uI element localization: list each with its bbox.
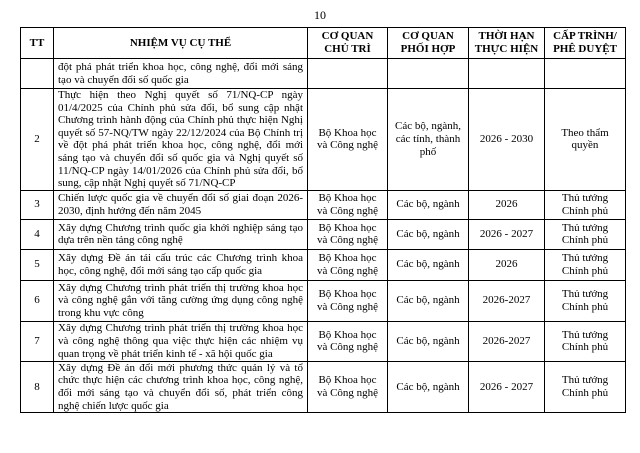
header-approval-level: CẤP TRÌNH/ PHÊ DUYỆT: [545, 28, 626, 59]
row-approval-level: Thủ tướng Chính phủ: [545, 219, 626, 249]
row-host-agency: Bộ Khoa học và Công nghệ: [308, 280, 388, 321]
row-host-agency: Bộ Khoa học và Công nghệ: [308, 219, 388, 249]
table-row: [21, 89, 626, 191]
row-approval-level: [545, 59, 626, 89]
row-deadline: 2026 - 2030: [469, 89, 545, 191]
header-deadline: THỜI HẠN THỰC HIỆN: [469, 28, 545, 59]
row-approval-level: Thủ tướng Chính phủ: [545, 321, 626, 361]
row-host-agency: Bộ Khoa học và Công nghệ: [308, 249, 388, 280]
row-task: Xây dựng Đề án đổi mới phương thức quản lý và tổ chức thực hiện các chương trình khoa học, công nghệ, đổi mới sáng tạo và chuyển đổi số, phát triển công nghệ chiến lược quốc gia: [54, 361, 308, 412]
row-coordinating-agency: Các bộ, ngành: [388, 321, 469, 361]
row-number: 7: [21, 321, 54, 361]
row-host-agency: Bộ Khoa học và Công nghệ: [308, 89, 388, 191]
row-host-agency: Bộ Khoa học và Công nghệ: [308, 190, 388, 219]
row-number: 2: [21, 89, 54, 191]
row-number: 6: [21, 280, 54, 321]
table-row: [21, 219, 626, 249]
table-row: [21, 190, 626, 219]
row-task: đột phá phát triển khoa học, công nghệ, đổi mới sáng tạo và chuyển đổi số quốc gia: [54, 59, 308, 89]
task-table: [20, 27, 626, 413]
row-approval-level: Thủ tướng Chính phủ: [545, 280, 626, 321]
row-coordinating-agency: Các bộ, ngành: [388, 249, 469, 280]
row-deadline: 2026: [469, 249, 545, 280]
row-coordinating-agency: Các bộ, ngành, các tỉnh, thành phố: [388, 89, 469, 191]
row-approval-level: Thủ tướng Chính phủ: [545, 361, 626, 412]
table-row: [21, 59, 626, 89]
row-deadline: 2026 - 2027: [469, 361, 545, 412]
row-number: 4: [21, 219, 54, 249]
page-number: 10: [314, 8, 326, 22]
row-approval-level: Thủ tướng Chính phủ: [545, 190, 626, 219]
row-number: 5: [21, 249, 54, 280]
row-coordinating-agency: Các bộ, ngành: [388, 219, 469, 249]
header-host-agency: CƠ QUAN CHỦ TRÌ: [308, 28, 388, 59]
row-deadline: 2026-2027: [469, 280, 545, 321]
row-task: Chiến lược quốc gia về chuyển đổi số giai đoạn 2026-2030, định hướng đến năm 2045: [54, 190, 308, 219]
row-approval-level: Thủ tướng Chính phủ: [545, 249, 626, 280]
row-approval-level: Theo thẩm quyền: [545, 89, 626, 191]
row-deadline: 2026: [469, 190, 545, 219]
row-task: Xây dựng Chương trình phát triển thị trường khoa học và công nghệ gắn với tăng cường ứng dụng công nghệ trong khu vực công: [54, 280, 308, 321]
row-deadline: 2026 - 2027: [469, 219, 545, 249]
row-number: 3: [21, 190, 54, 219]
header-coordinating-agency: CƠ QUAN PHỐI HỢP: [388, 28, 469, 59]
header-task: NHIỆM VỤ CỤ THỂ: [54, 28, 308, 59]
row-host-agency: [308, 59, 388, 89]
row-deadline: 2026-2027: [469, 321, 545, 361]
header-tt: TT: [21, 28, 54, 59]
row-coordinating-agency: [388, 59, 469, 89]
table-row: [21, 321, 626, 361]
table-row: [21, 361, 626, 412]
row-coordinating-agency: Các bộ, ngành: [388, 190, 469, 219]
row-number: 8: [21, 361, 54, 412]
table-row: [21, 249, 626, 280]
row-task: Xây dựng Đề án tái cấu trúc các Chương trình khoa học, công nghệ, đổi mới sáng tạo cấp quốc gia: [54, 249, 308, 280]
row-task: Xây dựng Chương trình quốc gia khởi nghiệp sáng tạo dựa trên nền tảng công nghệ: [54, 219, 308, 249]
table-row: [21, 280, 626, 321]
row-task: Xây dựng Chương trình phát triển thị trường khoa học và công nghệ thông qua việc thực hiện các nhiệm vụ quan trọng về phát triển kinh tế - xã hội quốc gia: [54, 321, 308, 361]
row-host-agency: Bộ Khoa học và Công nghệ: [308, 361, 388, 412]
row-deadline: [469, 59, 545, 89]
row-coordinating-agency: Các bộ, ngành: [388, 280, 469, 321]
row-host-agency: Bộ Khoa học và Công nghệ: [308, 321, 388, 361]
row-number: [21, 59, 54, 89]
row-task: Thực hiện theo Nghị quyết số 71/NQ-CP ngày 01/4/2025 của Chính phủ sửa đổi, bổ sung cập nhật Chương trình hành động của Chính phủ thực hiện Nghị quyết số 57-NQ/TW ngày 22/12/2024 của Bộ Chính trị về đột phá phát triển khoa học, công nghệ, đổi mới sáng tạo và chuyển đổi số quốc gia và Nghị quyết số 11/NQ-CP ngày 14/01/2026 của Chính phủ sửa đổi, bổ sung, cập nhật Nghị quyết số 71/NQ-CP: [54, 89, 308, 191]
row-coordinating-agency: Các bộ, ngành: [388, 361, 469, 412]
table-header-row: [21, 28, 626, 59]
